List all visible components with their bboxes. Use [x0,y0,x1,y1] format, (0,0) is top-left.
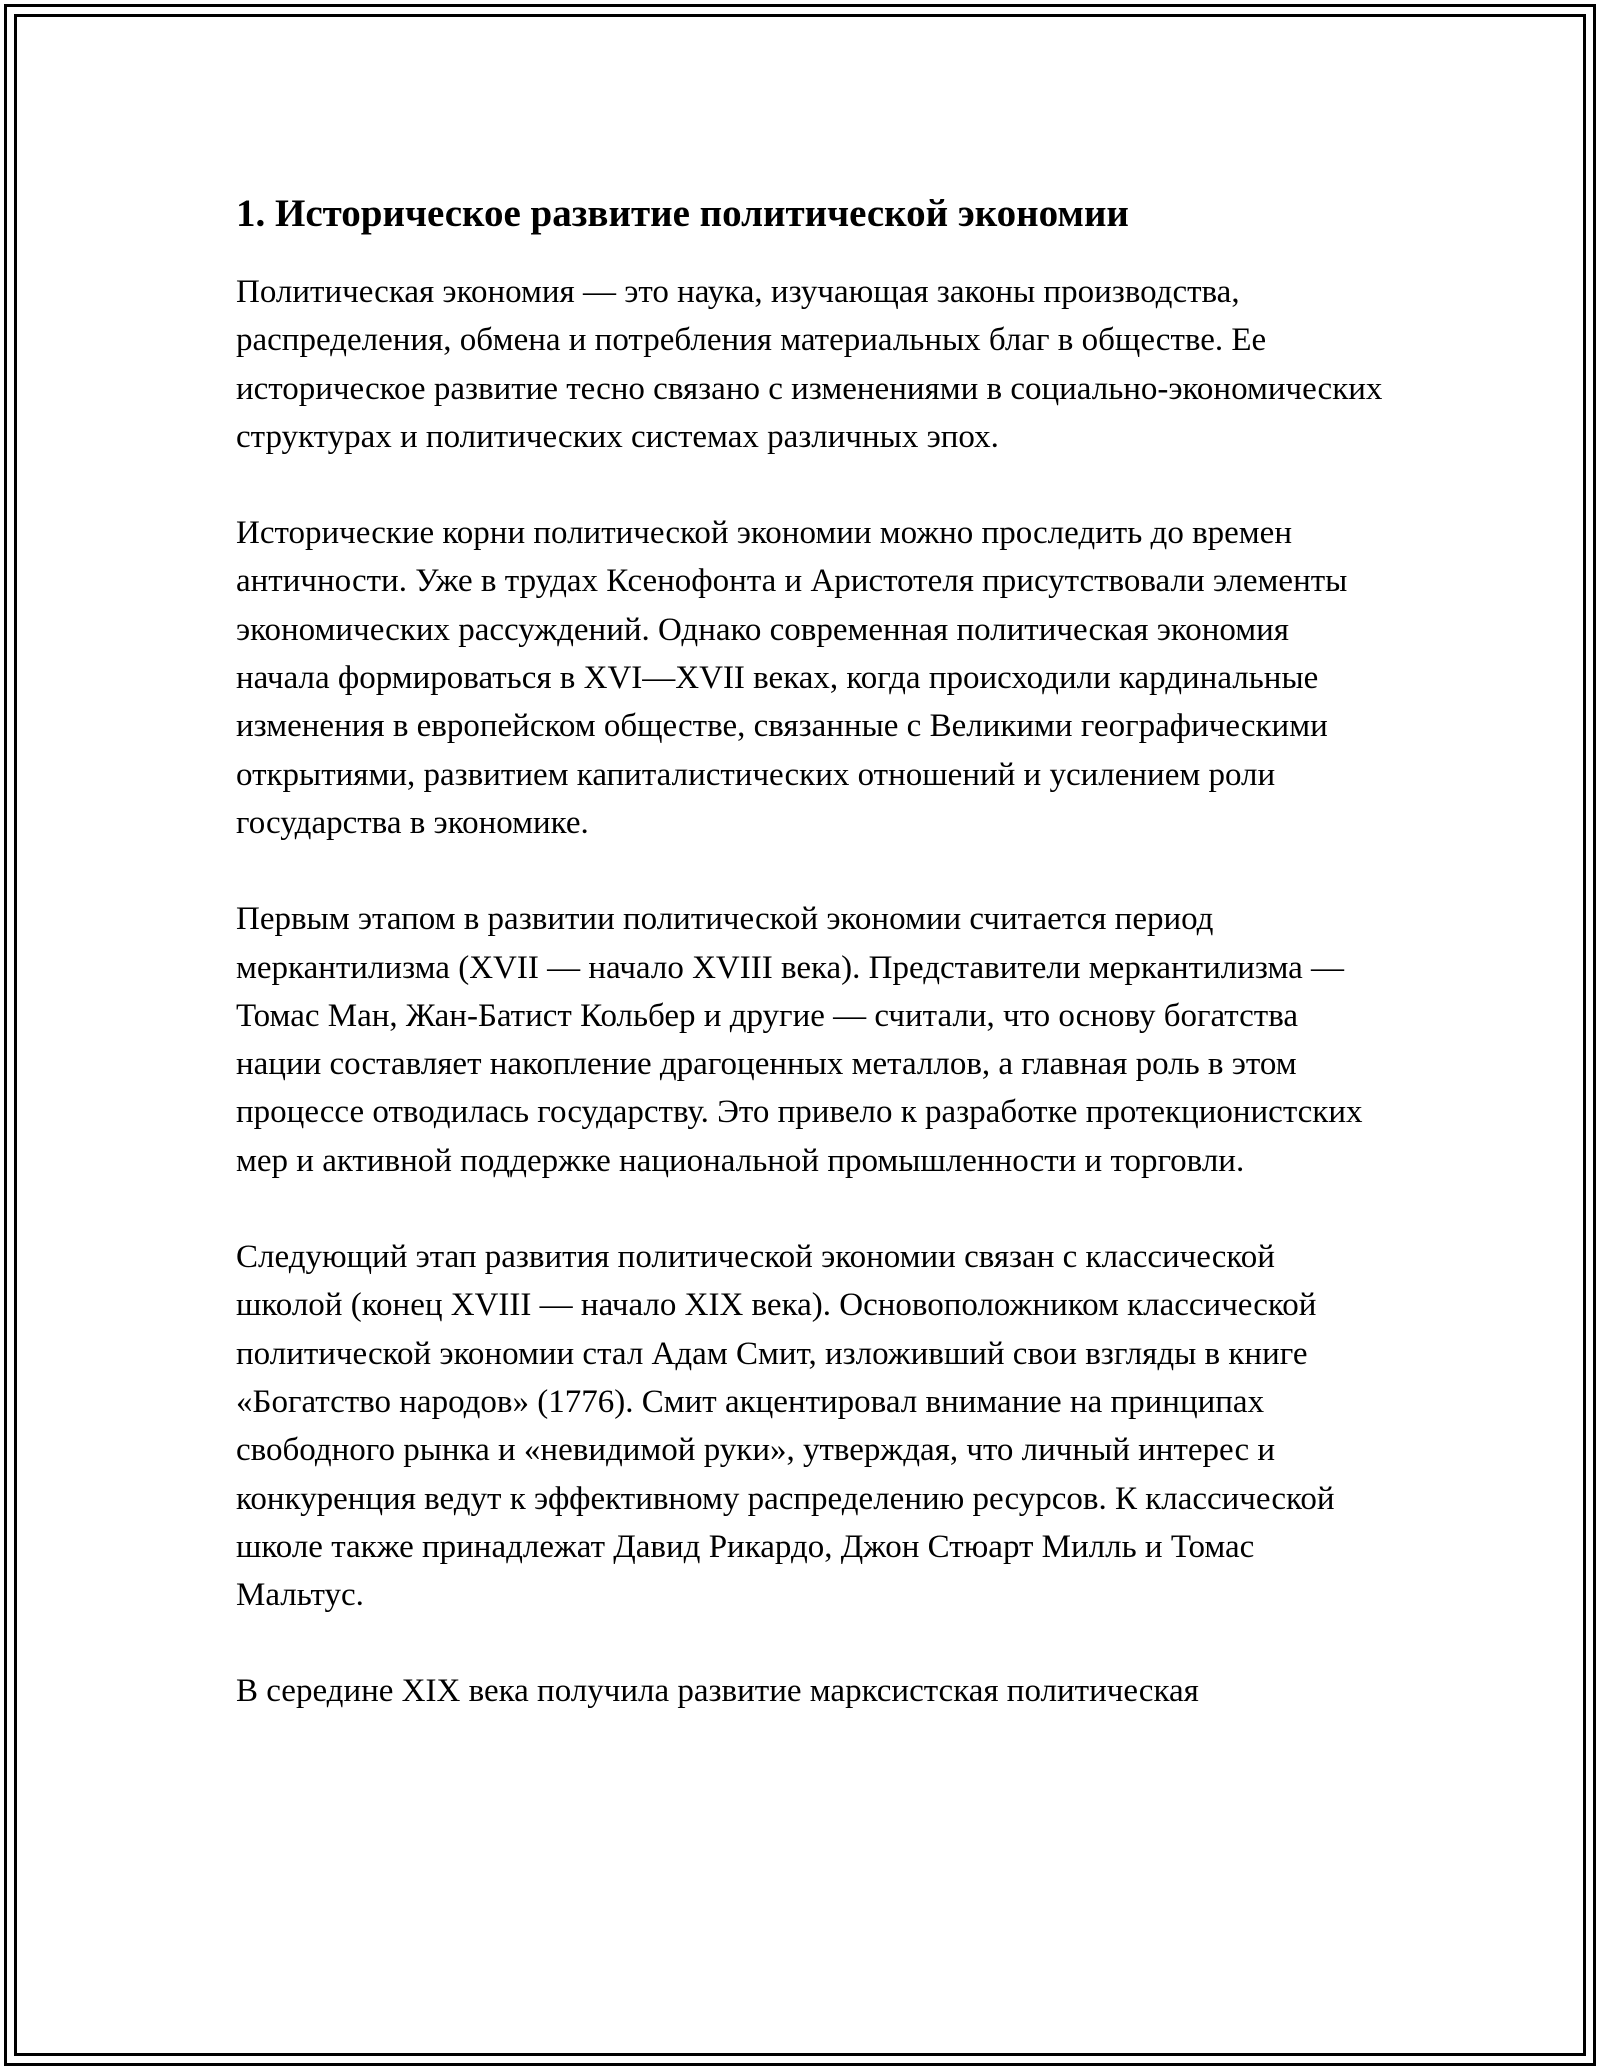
paragraph-historical-roots: Исторические корни политической экономии можно проследить до времен античности. Уже в трудах Ксенофонта и Аристотеля присутствовали элементы экономических рассуждений. Однако современная политическая экономия начала формироваться в XVI—XVII веках, когда происходили кардинальные изменения в европейском обществе, связанные с Великими географическими открытиями, развитием капиталистических отношений и усилением роли государства в экономике. [236,515,1348,841]
paragraph-mercantilism: Первым этапом в развитии политической экономии считается период меркантилизма (XVII — начало XVIII века). Представители меркантилизма — Томас Ман, Жан-Батист Кольбер и другие — считали, что основу богатства нации составляет накопление драгоценных металлов, а главная роль в этом процессе отводилась государству. Это привело к разработке протекционистских мер и активной поддержке национальной промышленности и торговли. [236,901,1363,1179]
paragraph-marxist: В середине XIX века получила развитие марксистская политическая [236,1673,1199,1710]
paragraph-classical-school: Следующий этап развития политической экономии связан с классической школой (конец XVIII — начало XIX века). Основоположником классической политической экономии стал Адам Смит, изложивший свои взгляды в книге «Богатство народов» (1776). Смит акцентировал внимание на принципах свободного рынка и «невидимой руки», утверждая, что личный интерес и конкуренция ведут к эффективному распределению ресурсов. К классической школе также принадлежат Давид Рикардо, Джон Стюарт Милль и Томас Мальтус. [236,1239,1335,1614]
document-body [236,186,1386,1764]
paragraph-definition: Политическая экономия — это наука, изучающая законы производства, распределения, обмена и потребления материальных благ в обществе. Ее историческое развитие тесно связано с изменениями в социально-экономических структурах и политических системах различных эпох. [236,274,1383,455]
section-heading: 1. Историческое развитие политической экономии [236,192,1129,235]
